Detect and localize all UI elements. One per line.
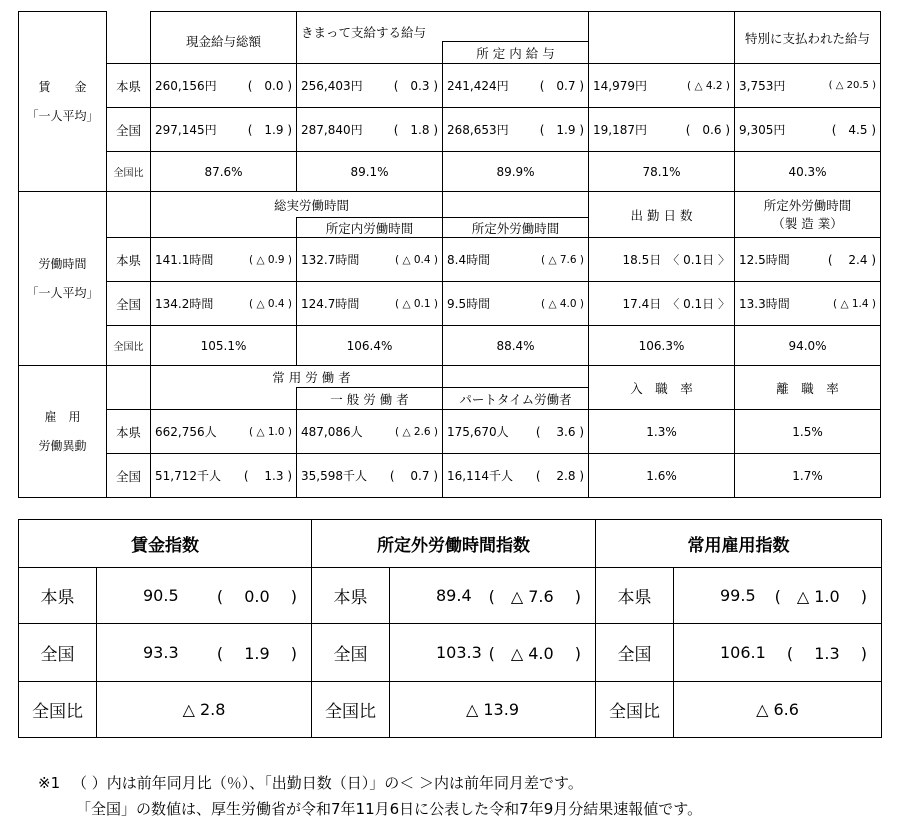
footnote-line-1: ※1 （ ）内は前年同月比（％）、「出勤日数（日）」の＜ ＞内は前年同月差です。 (38, 770, 702, 796)
header-overtime-hours: 所定外労働時間 (443, 218, 589, 238)
cell-emp-pref-general: 487,086人 ( △ 2.6 ) (297, 410, 443, 454)
cell-wage-pref-special: 3,753円 ( △ 20.5 ) (735, 64, 881, 108)
cell-overtime-index-pref: 89.4 ( △ 7.6 ) (390, 568, 596, 624)
cell-hours-nat-scheduled: 124.7時間 ( △ 0.1 ) (297, 282, 443, 326)
header-overtime-index: 所定外労働時間指数 (312, 520, 596, 568)
cell-emp-pref-regular: 662,756人 ( △ 1.0 ) (151, 410, 297, 454)
cell-wage-nat-fixed: 287,840円 ( 1.8 ) (297, 108, 443, 152)
row-label-national: 全国 (596, 624, 674, 682)
header-total-hours: 総実労働時間 (151, 192, 443, 218)
row-label-national: 全国 (107, 282, 151, 326)
cell-wage-nat-scheduled: 268,653円 ( 1.9 ) (443, 108, 589, 152)
cell-days-nat: 17.4日 〈 0.1日 〉 (589, 282, 735, 326)
cell-hours-ratio: 106.4% (297, 326, 443, 366)
footnote-line-2: 「全国」の数値は、厚生労働省が令和7年11月6日に公表した令和7年9月分結果速報値です。 (76, 800, 703, 818)
header-mfg-overtime: 所定外労働時間 （製 造 業） (735, 192, 881, 238)
cell-wage-pref-scheduled: 241,424円 ( 0.7 ) (443, 64, 589, 108)
cell-wage-ratio: 78.1% (589, 152, 735, 192)
row-label-ratio: 全国比 (312, 682, 390, 738)
row-label-prefecture: 本県 (107, 410, 151, 454)
row-label-prefecture: 本県 (312, 568, 390, 624)
footnotes (38, 770, 702, 822)
employment-section-label: 雇 用 労働異動 (19, 366, 107, 498)
cell-hours-ratio: 106.3% (589, 326, 735, 366)
cell-hours-ratio: 88.4% (443, 326, 589, 366)
row-label-prefecture: 本県 (107, 238, 151, 282)
cell-emp-pref-parttime: 175,670人 ( 3.6 ) (443, 410, 589, 454)
row-label-ratio: 全国比 (107, 326, 151, 366)
header-regular-workers: 常 用 労 働 者 (151, 366, 443, 388)
header-scheduled-wages: 所 定 内 給 与 (443, 42, 589, 64)
header-scheduled-hours: 所定内労働時間 (297, 218, 443, 238)
cell-employment-index-pref: 99.5 ( △ 1.0 ) (674, 568, 882, 624)
cell-wage-index-nat: 93.3 ( 1.9 ) (97, 624, 312, 682)
cell-wage-nat-total: 297,145円 ( 1.9 ) (151, 108, 297, 152)
cell-hours-pref-scheduled: 132.7時間 ( △ 0.4 ) (297, 238, 443, 282)
header-wage-index: 賃金指数 (19, 520, 312, 568)
cell-employment-index-ratio: △ 6.6 (674, 682, 882, 738)
cell-wage-pref-overtime: 14,979円 ( △ 4.2 ) (589, 64, 735, 108)
cell-hours-nat-total: 134.2時間 ( △ 0.4 ) (151, 282, 297, 326)
cell-mfg-pref: 12.5時間 ( 2.4 ) (735, 238, 881, 282)
cell-wage-nat-overtime: 19,187円 ( 0.6 ) (589, 108, 735, 152)
header-special-wages: 特別に支払われた給与 (735, 12, 881, 64)
row-label-prefecture: 本県 (19, 568, 97, 624)
cell-hours-ratio: 94.0% (735, 326, 881, 366)
row-label-prefecture: 本県 (107, 64, 151, 108)
cell-wage-index-pref: 90.5 ( 0.0 ) (97, 568, 312, 624)
cell-hours-nat-overtime: 9.5時間 ( △ 4.0 ) (443, 282, 589, 326)
row-label-prefecture: 本県 (596, 568, 674, 624)
cell-wage-pref-fixed: 256,403円 ( 0.3 ) (297, 64, 443, 108)
cell-wage-index-ratio: △ 2.8 (97, 682, 312, 738)
statistics-summary-table (18, 11, 881, 498)
cell-hours-pref-overtime: 8.4時間 ( △ 7.6 ) (443, 238, 589, 282)
row-label-ratio: 全国比 (596, 682, 674, 738)
wages-section-label: 賃 金 「一人平均」 (19, 12, 107, 192)
cell-overtime-index-ratio: △ 13.9 (390, 682, 596, 738)
cell-emp-nat-parttime: 16,114千人 ( 2.8 ) (443, 454, 589, 498)
cell-wage-ratio: 40.3% (735, 152, 881, 192)
cell-days-pref: 18.5日 〈 0.1日 〉 (589, 238, 735, 282)
row-label-national: 全国 (19, 624, 97, 682)
header-separation-rate: 離 職 率 (735, 366, 881, 410)
header-general-workers: 一 般 労 働 者 (297, 388, 443, 410)
cell-emp-nat-general: 35,598千人 ( 0.7 ) (297, 454, 443, 498)
row-label-ratio: 全国比 (107, 152, 151, 192)
cell-wage-pref-total: 260,156円 ( 0.0 ) (151, 64, 297, 108)
row-label-ratio: 全国比 (19, 682, 97, 738)
header-attendance-days: 出 勤 日 数 (589, 192, 735, 238)
header-hire-rate: 入 職 率 (589, 366, 735, 410)
cell-employment-index-nat: 106.1 ( 1.3 ) (674, 624, 882, 682)
row-label-national: 全国 (312, 624, 390, 682)
row-label-national: 全国 (107, 454, 151, 498)
cell-wage-nat-special: 9,305円 ( 4.5 ) (735, 108, 881, 152)
cell-hire-rate-pref: 1.3% (589, 410, 735, 454)
cell-separation-rate-pref: 1.5% (735, 410, 881, 454)
row-label-national: 全国 (107, 108, 151, 152)
cell-wage-ratio: 87.6% (151, 152, 297, 192)
header-fixed-wages: きまって支給する給与 (297, 12, 589, 42)
cell-overtime-index-nat: 103.3 ( △ 4.0 ) (390, 624, 596, 682)
cell-hours-pref-total: 141.1時間 ( △ 0.9 ) (151, 238, 297, 282)
hours-section-label: 労働時間 「一人平均」 (19, 192, 107, 366)
index-table (18, 519, 882, 738)
cell-wage-ratio: 89.9% (443, 152, 589, 192)
cell-separation-rate-nat: 1.7% (735, 454, 881, 498)
cell-hours-ratio: 105.1% (151, 326, 297, 366)
header-total-wages: 現金給与総額 (151, 12, 297, 64)
header-employment-index: 常用雇用指数 (596, 520, 882, 568)
cell-wage-ratio: 89.1% (297, 152, 443, 192)
cell-mfg-nat: 13.3時間 ( △ 1.4 ) (735, 282, 881, 326)
footnote-mark: ※1 (38, 774, 61, 792)
cell-hire-rate-nat: 1.6% (589, 454, 735, 498)
cell-emp-nat-regular: 51,712千人 ( 1.3 ) (151, 454, 297, 498)
header-parttime-workers: パートタイム労働者 (443, 388, 589, 410)
